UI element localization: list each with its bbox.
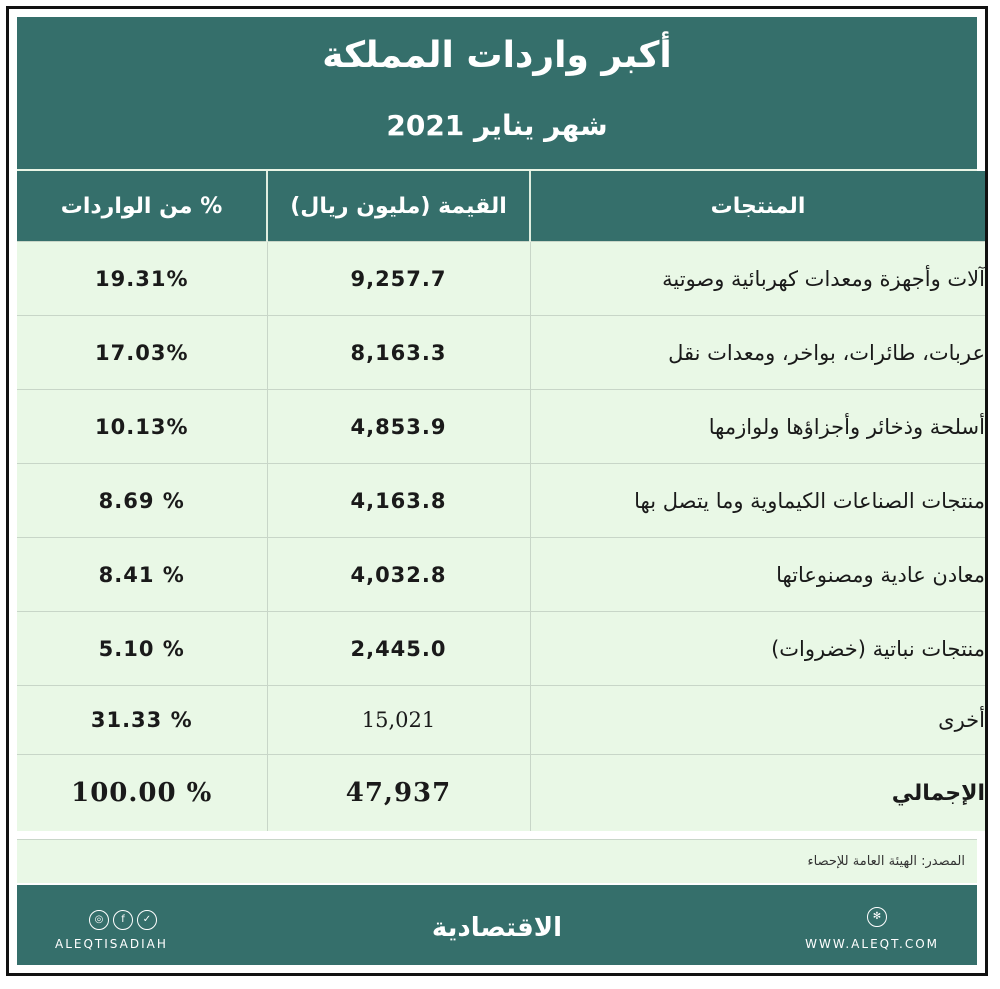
infographic-frame bbox=[6, 6, 988, 976]
percent-cell bbox=[17, 538, 267, 612]
web-icon[interactable]: ✻ bbox=[867, 907, 887, 927]
percent-value: 8.69 % bbox=[98, 488, 185, 513]
infographic-body bbox=[17, 17, 985, 965]
imports-table bbox=[17, 171, 985, 831]
value-cell: 4,853.9 bbox=[267, 390, 530, 464]
percent-cell bbox=[17, 390, 267, 464]
product-cell: آلات وأجهزة ومعدات كهربائية وصوتية bbox=[530, 242, 985, 316]
value-cell: 4,163.8 bbox=[267, 464, 530, 538]
source-note: المصدر: الهيئة العامة للإحصاء bbox=[17, 839, 977, 883]
total-percent: 100.00 % bbox=[71, 778, 213, 808]
page-title: أكبر واردات المملكة bbox=[322, 35, 672, 76]
percent-value: 31.33 % bbox=[90, 708, 193, 732]
column-header-percent: % من الواردات bbox=[17, 171, 267, 242]
table-row-other bbox=[17, 686, 985, 755]
percent-value: 19.31% bbox=[95, 266, 189, 291]
table-row bbox=[17, 538, 985, 612]
product-cell: عربات، طائرات، بواخر، ومعدات نقل bbox=[530, 316, 985, 390]
percent-cell bbox=[17, 686, 267, 755]
product-cell: أخرى bbox=[530, 686, 985, 755]
website-link[interactable]: WWW.ALEQT.COM bbox=[805, 937, 939, 951]
percent-value: 8.41 % bbox=[98, 562, 185, 587]
facebook-icon[interactable]: f bbox=[113, 910, 133, 930]
value-cell: 15,021 bbox=[267, 686, 530, 755]
percent-value: 17.03% bbox=[95, 340, 189, 365]
value-cell: 2,445.0 bbox=[267, 612, 530, 686]
value-cell: 8,163.3 bbox=[267, 316, 530, 390]
total-value: 47,937 bbox=[267, 755, 530, 832]
table-row bbox=[17, 390, 985, 464]
product-cell: معادن عادية ومصنوعاتها bbox=[530, 538, 985, 612]
page-subtitle: شهر يناير 2021 bbox=[386, 109, 608, 142]
table-row bbox=[17, 242, 985, 316]
column-header-product: المنتجات bbox=[530, 171, 985, 242]
table-row bbox=[17, 464, 985, 538]
header bbox=[17, 17, 977, 171]
product-cell: منتجات الصناعات الكيماوية وما يتصل بها bbox=[530, 464, 985, 538]
percent-value: 10.13% bbox=[95, 414, 189, 439]
value-cell: 4,032.8 bbox=[267, 538, 530, 612]
percent-cell bbox=[17, 612, 267, 686]
percent-value: 5.10 % bbox=[98, 636, 185, 661]
footer bbox=[17, 885, 977, 965]
social-handle[interactable]: ALEQTISADIAH bbox=[55, 937, 168, 951]
twitter-icon[interactable]: ✓ bbox=[137, 910, 157, 930]
total-label: الإجمالي bbox=[530, 755, 985, 832]
value-cell: 9,257.7 bbox=[267, 242, 530, 316]
percent-cell bbox=[17, 242, 267, 316]
brand-logo: الاقتصادية bbox=[431, 913, 563, 943]
table-row bbox=[17, 612, 985, 686]
total-percent-cell bbox=[17, 755, 267, 832]
table-row bbox=[17, 316, 985, 390]
table-header-row bbox=[17, 171, 985, 242]
percent-cell bbox=[17, 464, 267, 538]
product-cell: أسلحة وذخائر وأجزاؤها ولوازمها bbox=[530, 390, 985, 464]
column-header-value: القيمة (مليون ريال) bbox=[267, 171, 530, 242]
instagram-icon[interactable]: ◎ bbox=[89, 910, 109, 930]
table-row-total bbox=[17, 755, 985, 832]
product-cell: منتجات نباتية (خضروات) bbox=[530, 612, 985, 686]
percent-cell bbox=[17, 316, 267, 390]
